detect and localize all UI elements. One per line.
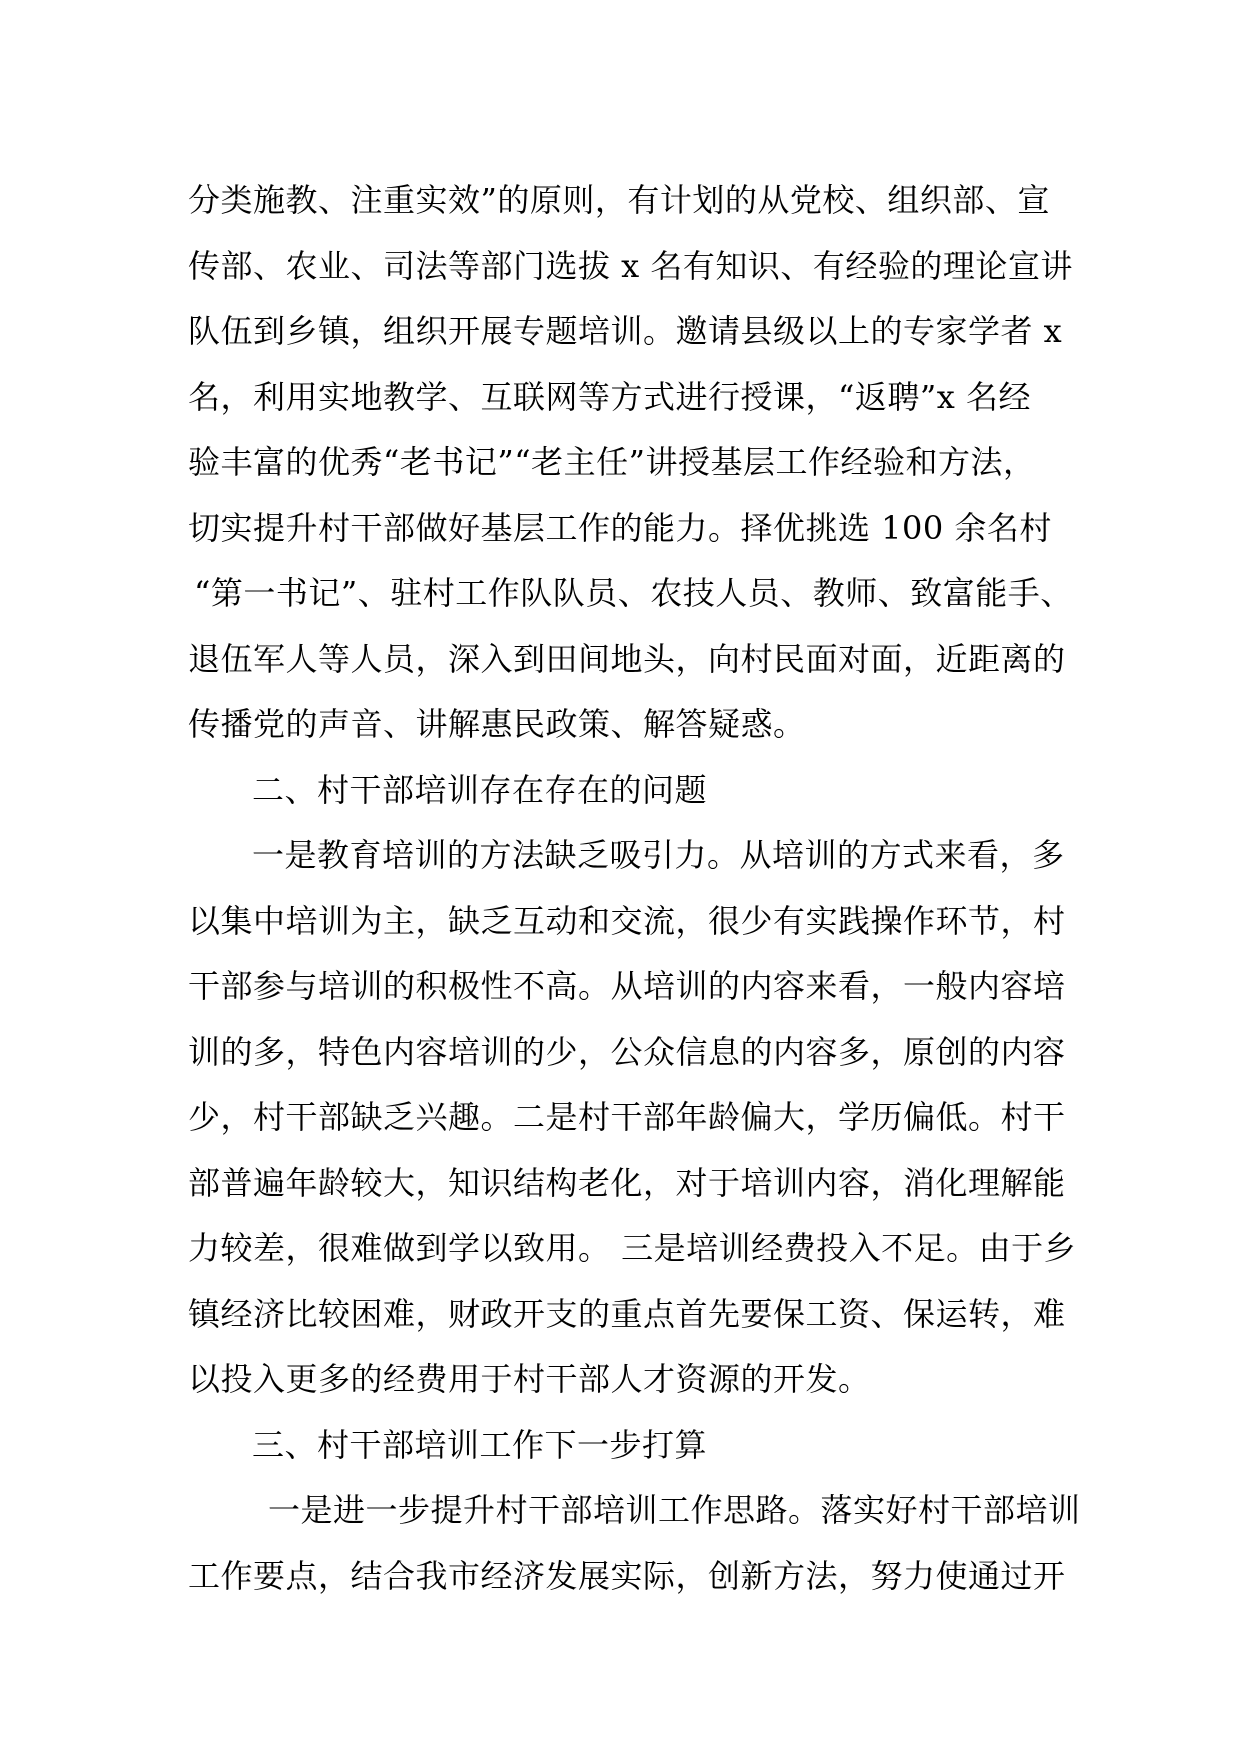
text-line: 分类施教、注重实效”的原则，有计划的从党校、组织部、宣 (188, 181, 1050, 219)
text-line: 以集中培训为主，缺乏互动和交流，很少有实践操作环节，村 (188, 901, 1066, 940)
text-line: 验丰富的优秀“老书记”“老主任”讲授基层工作经验和方法， (188, 443, 1036, 481)
paragraph-start: 一是进一步提升村干部培训工作思路。落实好村干部培训 (268, 1491, 1081, 1529)
text-line: 工作要点，结合我市经济发展实际，创新方法，努力使通过开 (188, 1556, 1066, 1595)
text-line: 名，利用实地教学、互联网等方式进行授课，“返聘”x 名经 (188, 377, 1031, 416)
section-heading-3: 三、村干部培训工作下一步打算 (252, 1425, 708, 1464)
text-line: 传部、农业、司法等部门选拔 x 名有知识、有经验的理论宣讲 (188, 246, 1073, 285)
paragraph-start: 一是教育培训的方法缺乏吸引力。从培训的方式来看，多 (252, 836, 1065, 874)
text-line: 退伍军人等人员，深入到田间地头，向村民面对面，近距离的 (188, 639, 1066, 678)
text-line: 队伍到乡镇，组织开展专题培训。邀请县级以上的专家学者 x (188, 312, 1063, 350)
text-line: 少，村干部缺乏兴趣。二是村干部年龄偏大，学历偏低。村干 (188, 1098, 1066, 1136)
text-line: 以投入更多的经费用于村干部人才资源的开发。 (188, 1360, 871, 1398)
text-line: 切实提升村干部做好基层工作的能力。择优挑选 100 余名村 (188, 508, 1052, 547)
text-line: 力较差，很难做到学以致用。 三是培训经费投入不足。由于乡 (188, 1229, 1077, 1267)
text-line: “第一书记”、驻村工作队队员、农技人员、教师、致富能手、 (194, 574, 1073, 612)
text-line: 训的多，特色内容培训的少，公众信息的内容多，原创的内容 (188, 1032, 1066, 1071)
section-heading-2: 二、村干部培训存在存在的问题 (252, 770, 708, 809)
text-line: 部普遍年龄较大，知识结构老化，对于培训内容，消化理解能 (188, 1163, 1066, 1202)
document-body (188, 168, 1088, 1609)
text-line: 镇经济比较困难，财政开支的重点首先要保工资、保运转，难 (188, 1294, 1066, 1333)
text-line: 传播党的声音、讲解惠民政策、解答疑惑。 (188, 705, 806, 743)
text-line: 干部参与培训的积极性不高。从培训的内容来看，一般内容培 (188, 967, 1066, 1005)
